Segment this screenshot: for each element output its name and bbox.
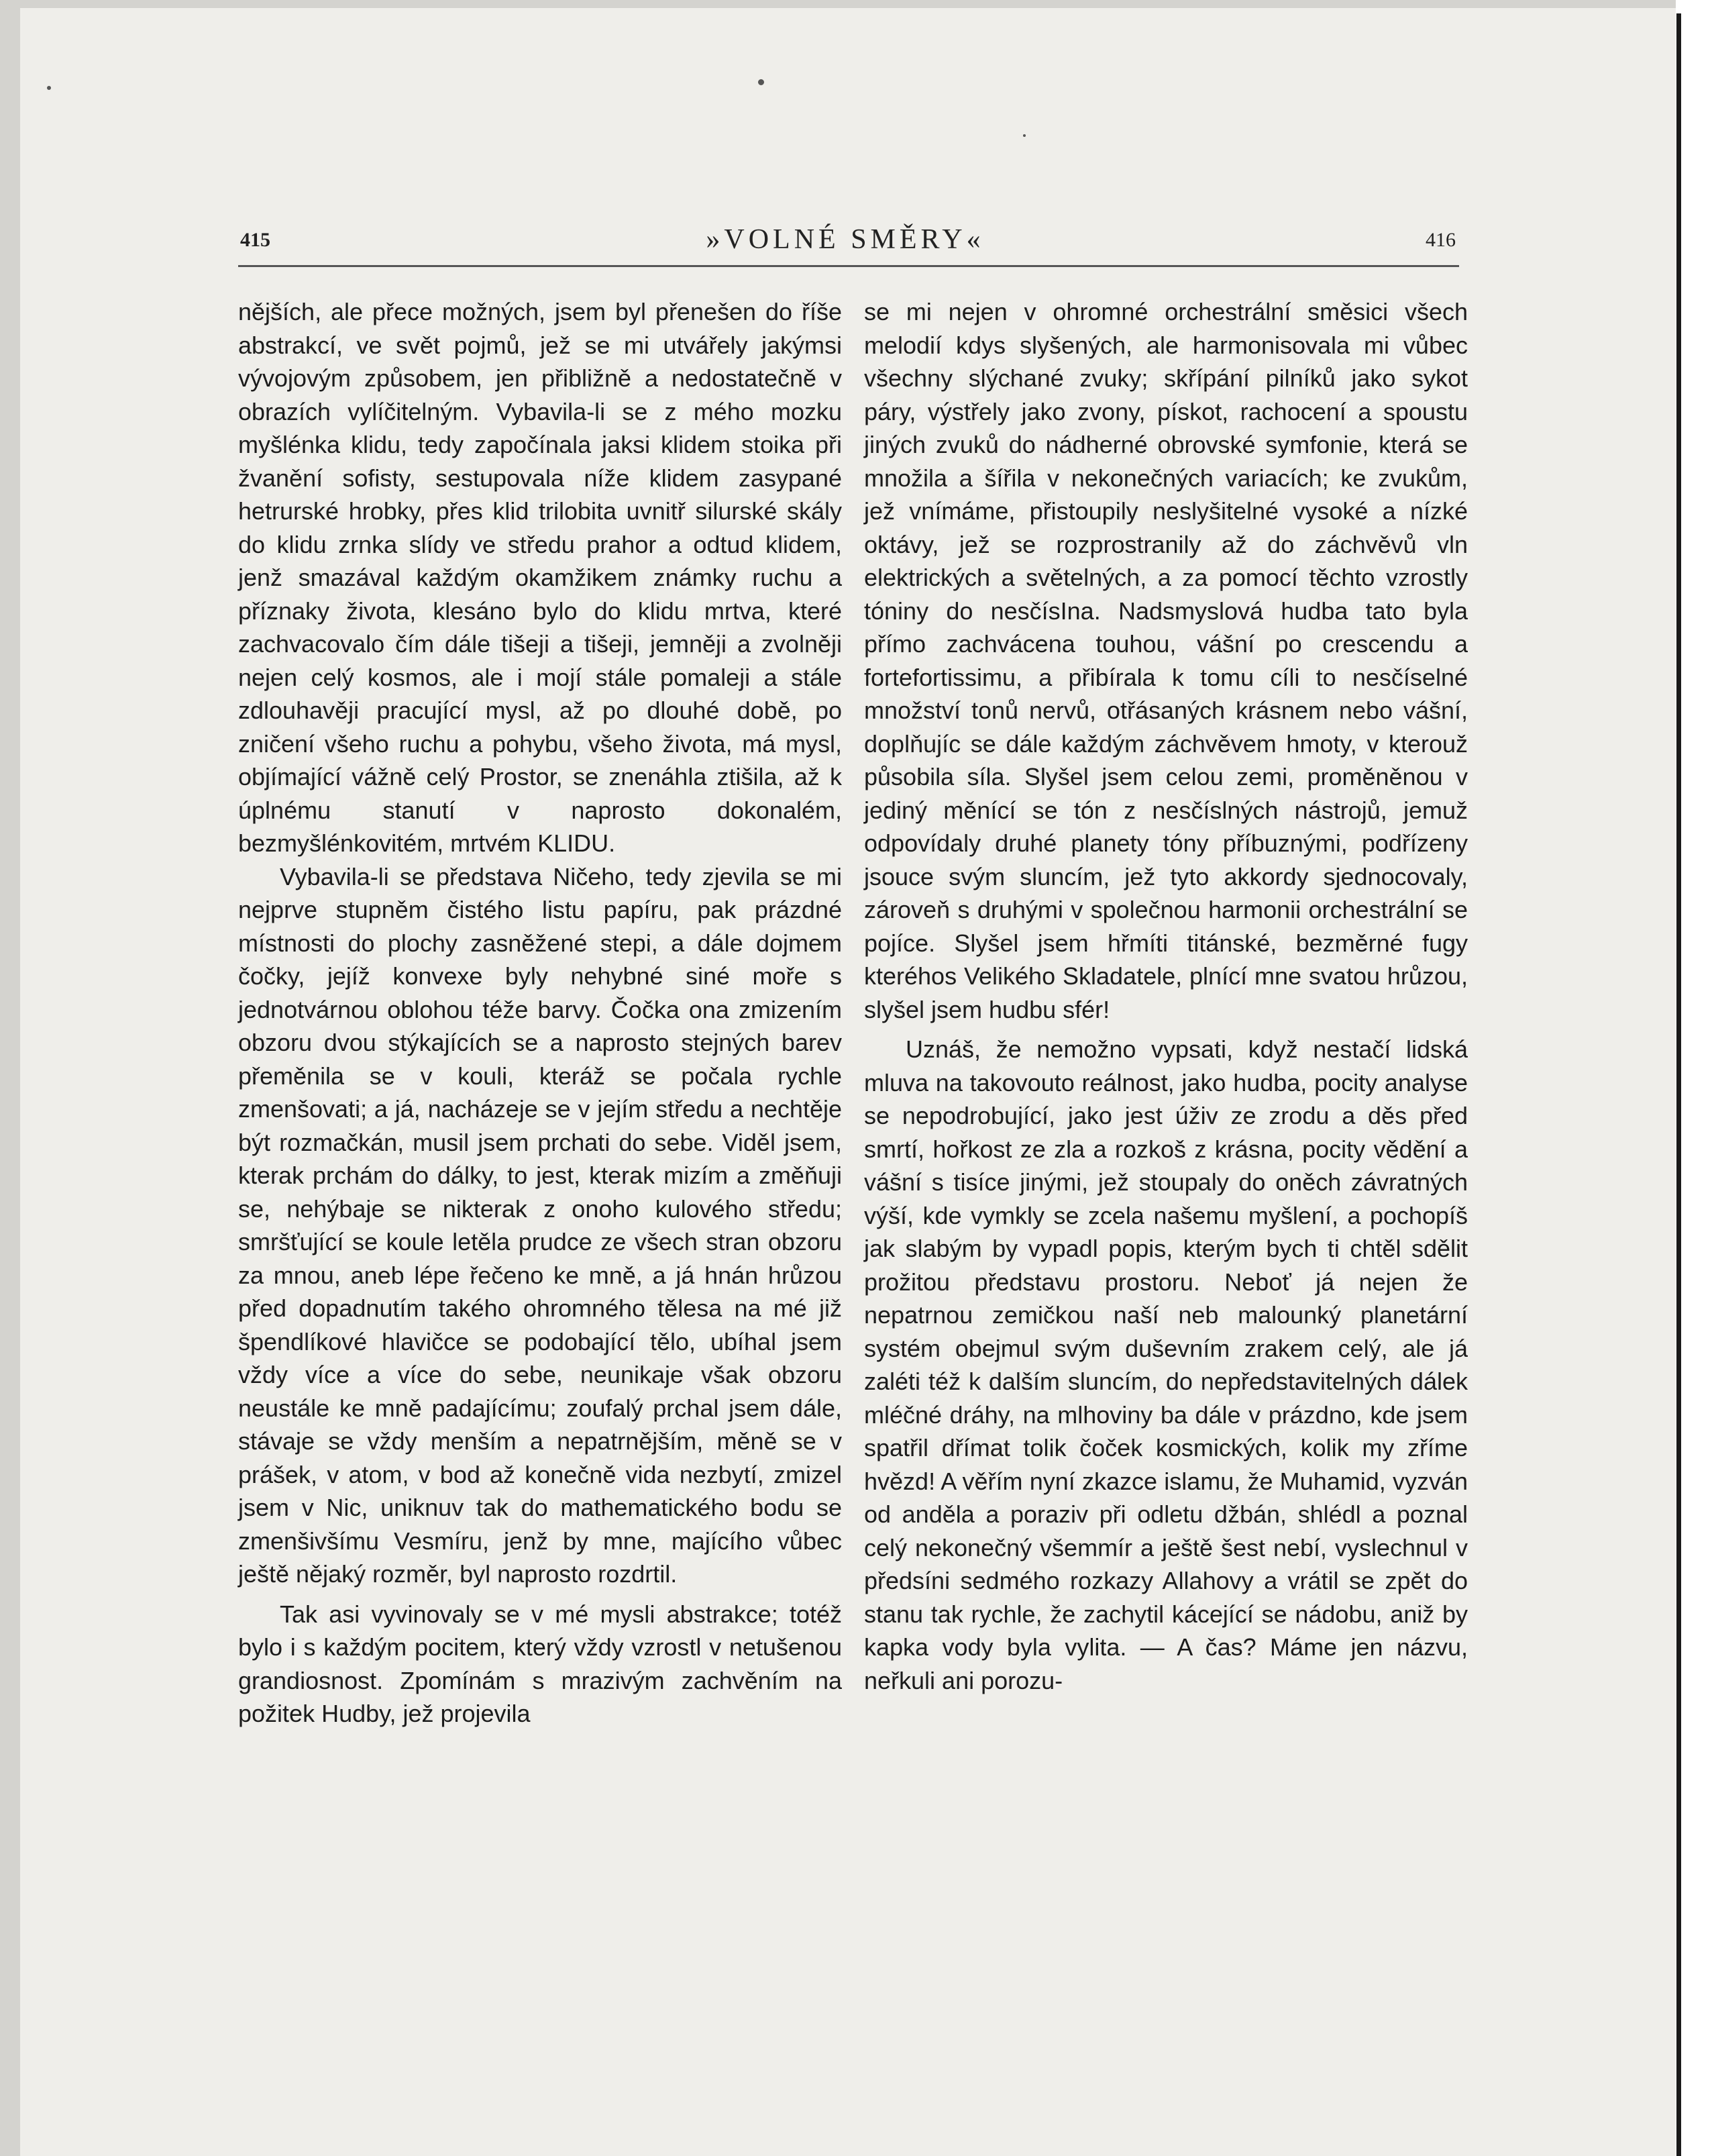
page-number-left: 415 [240, 229, 270, 251]
ink-speck [1023, 134, 1026, 137]
paragraph: Uznáš, že nemožno vypsati, když nestačí lidská mluva na takovouto reálnost, jako hudba, pocity analyse se nepodrobující, jako jest úživ ze zrodu a děs před smrtí, hořkost ze zla a rozkoš z krásna, pocity vědění a vášní s tisíce jinými, jež stoupaly do oněch závratných výší, kde vymkly se zcela našemu myšlení, a pochopíš jak slabým by vypadl popis, kterým bych ti chtěl sdělit prožitou představu prostoru. Neboť já nejen že nepatrnou zemičkou naší neb malounký planetární systém obejmul svým duševním zrakem celý, ale já zaléti též k dalším sluncím, do nepředstavitelných dálek mléčné dráhy, na mlhoviny ba dále v prázdno, kde jsem spatřil dřímat tolik čoček kosmických, kolik my zříme hvězd! A věřím nyní zkazce islamu, že Muhamid, vyzván od anděla a poraziv při odletu džbán, shlédl a poznal celý nekonečný všemmír a ještě šest nebí, vyslechnul v předsíni sedmého rozkazy Allahovy a vrátil se zpět do stanu tak rychle, že zachytil kácející se nádobu, aniž by kapka vody byla vylita. — A čas? Máme jen názvu, neřkuli ani porozu- [864, 1035, 1468, 1694]
ink-speck [758, 79, 764, 85]
scan-margin [1676, 0, 1712, 2156]
page-number-right: 416 [1426, 229, 1456, 251]
paragraph: Tak asi vyvinovaly se v mé mysli abstrakce; totéž bylo i s každým pocitem, který vždy vzrostl v netušenou grandiosnost. Zpomínám s mrazivým zachvěním na požitek Hudby, jež projevila [238, 1600, 842, 1727]
right-column [864, 295, 1468, 1697]
paragraph: se mi nejen v ohromné orchestrální směsici všech melodií kdys slyšených, ale harmonisovala mi vůbec všechny slýchané zvuky; skřípání pilníků jako sykot páry, výstřely jako zvony, pískot, rachocení a spoustu jiných zvuků do nádherné obrovské symfonie, která se množila a šířila v nekonečných variacích; ke zvukům, jež vnímáme, přistoupily neslyšitelné vysoké a nízké oktávy, jež se rozprostranily až do záchvěvů vln elektrických a světelných, a za pomocí těchto vzrostly tóniny do nesčísIna. Nadsmyslová hudba tato byla přímo zachvácena touhou, vášní po crescendu a fortefortissimu, a přibírala k tomu cíli to nesčíselné množství tonů nervů, otřásaných krásnem nebo vášní, doplňujíc se dále každým záchvěvem hmoty, v kterouž působila síla. Slyšel jsem celou zemi, proměněnou v jediný měnící se tón z nesčíslných nástrojů, jemuž odpovídaly druhé planety tóny příbuznými, podřízeny jsouce svým sluncím, jež tyto akkordy sjednocovaly, zároveň s druhými v společnou harmonii orchestrální se pojíce. Slyšel jsem hřmíti titánské, bezměrné fugy kteréhos Velikého Skladatele, plnící mne svatou hrůzou, slyšel jsem hudbu sfér! [864, 298, 1468, 1023]
ink-speck [47, 86, 51, 90]
running-header [228, 218, 1462, 272]
header-rule [238, 265, 1459, 267]
paragraph: nějších, ale přece možných, jsem byl přenešen do říše abstrakcí, ve svět pojmů, jež se mi utvářely jakýmsi vývojovým způsobem, jen přibližně a nedostatečně v obrazích vylíčitelným. Vybavila-li se z mého mozku myšlénka klidu, tedy započínala jaksi klidem stoika při žvanění sofisty, sestupovala níže klidem zasypané hetrurské hrobky, přes klid trilobita uvnitř silurské skály do klidu zrnka slídy ve středu prahor a odtud klidem, jenž smazával každým okamžikem známky ruchu a příznaky života, klesáno bylo do klidu mrtva, které zachvacovalo čím dále tišeji a tišeji, jemněji a zvolněji nejen celý kosmos, ale i mojí stále pomaleji a stále zdlouhavěji pracující mysl, až po dlouhé době, po zničení všeho ruchu a pohybu, všeho života, má mysl, objímající vážně celý Prostor, se znenáhla ztišila, až k úplnému stanutí v naprosto dokonalém, bezmyšlénkovitém, mrtvém KLIDU. [238, 298, 842, 857]
left-column [238, 295, 842, 1731]
page-edge-line [1676, 13, 1681, 2156]
paragraph: Vybavila-li se představa Ničeho, tedy zjevila se mi nejprve stupněm čistého listu papíru, pak prázdné místnosti do plochy zasněžené stepi, a dále dojmem čočky, jejíž konvexe byly nehybné siné moře s jednotvárnou oblohou téže barvy. Čočka ona zmizením obzoru dvou stýkajících se a naprosto stejných barev přeměnila se v kouli, kteráž se počala rychle zmenšovati; a já, nacházeje se v jejím středu a nechtěje být rozmačkán, musil jsem prchati do sebe. Viděl jsem, kterak prchám do dálky, to jest, kterak mizím a změňuji se, nehýbaje se nikterak z onoho kulového středu; smršťující se koule letěla prudce ze všech stran obzoru za mnou, aneb lépe řečeno ke mně, a já hnán hrůzou před dopadnutím takého ohromného tělesa na mé již špendlíkové hlavičce se podobající tělo, ubíhal jsem vždy více a více do sebe, neunikaje však obzoru neustále ke mně padajícímu; zoufalý prchal jsem dále, stávaje se vždy menším a nepatrnějším, měně se v prášek, v atom, v bod až konečně vida nezbytí, zmizel jsem v Nic, uniknuv tak do mathematického bodu se zmenšivšímu Vesmíru, jenž by mne, majícího vůbec ještě nějaký rozměr, byl naprosto rozdrtil. [238, 862, 842, 1588]
journal-title: »VOLNÉ SMĚRY« [706, 224, 985, 255]
